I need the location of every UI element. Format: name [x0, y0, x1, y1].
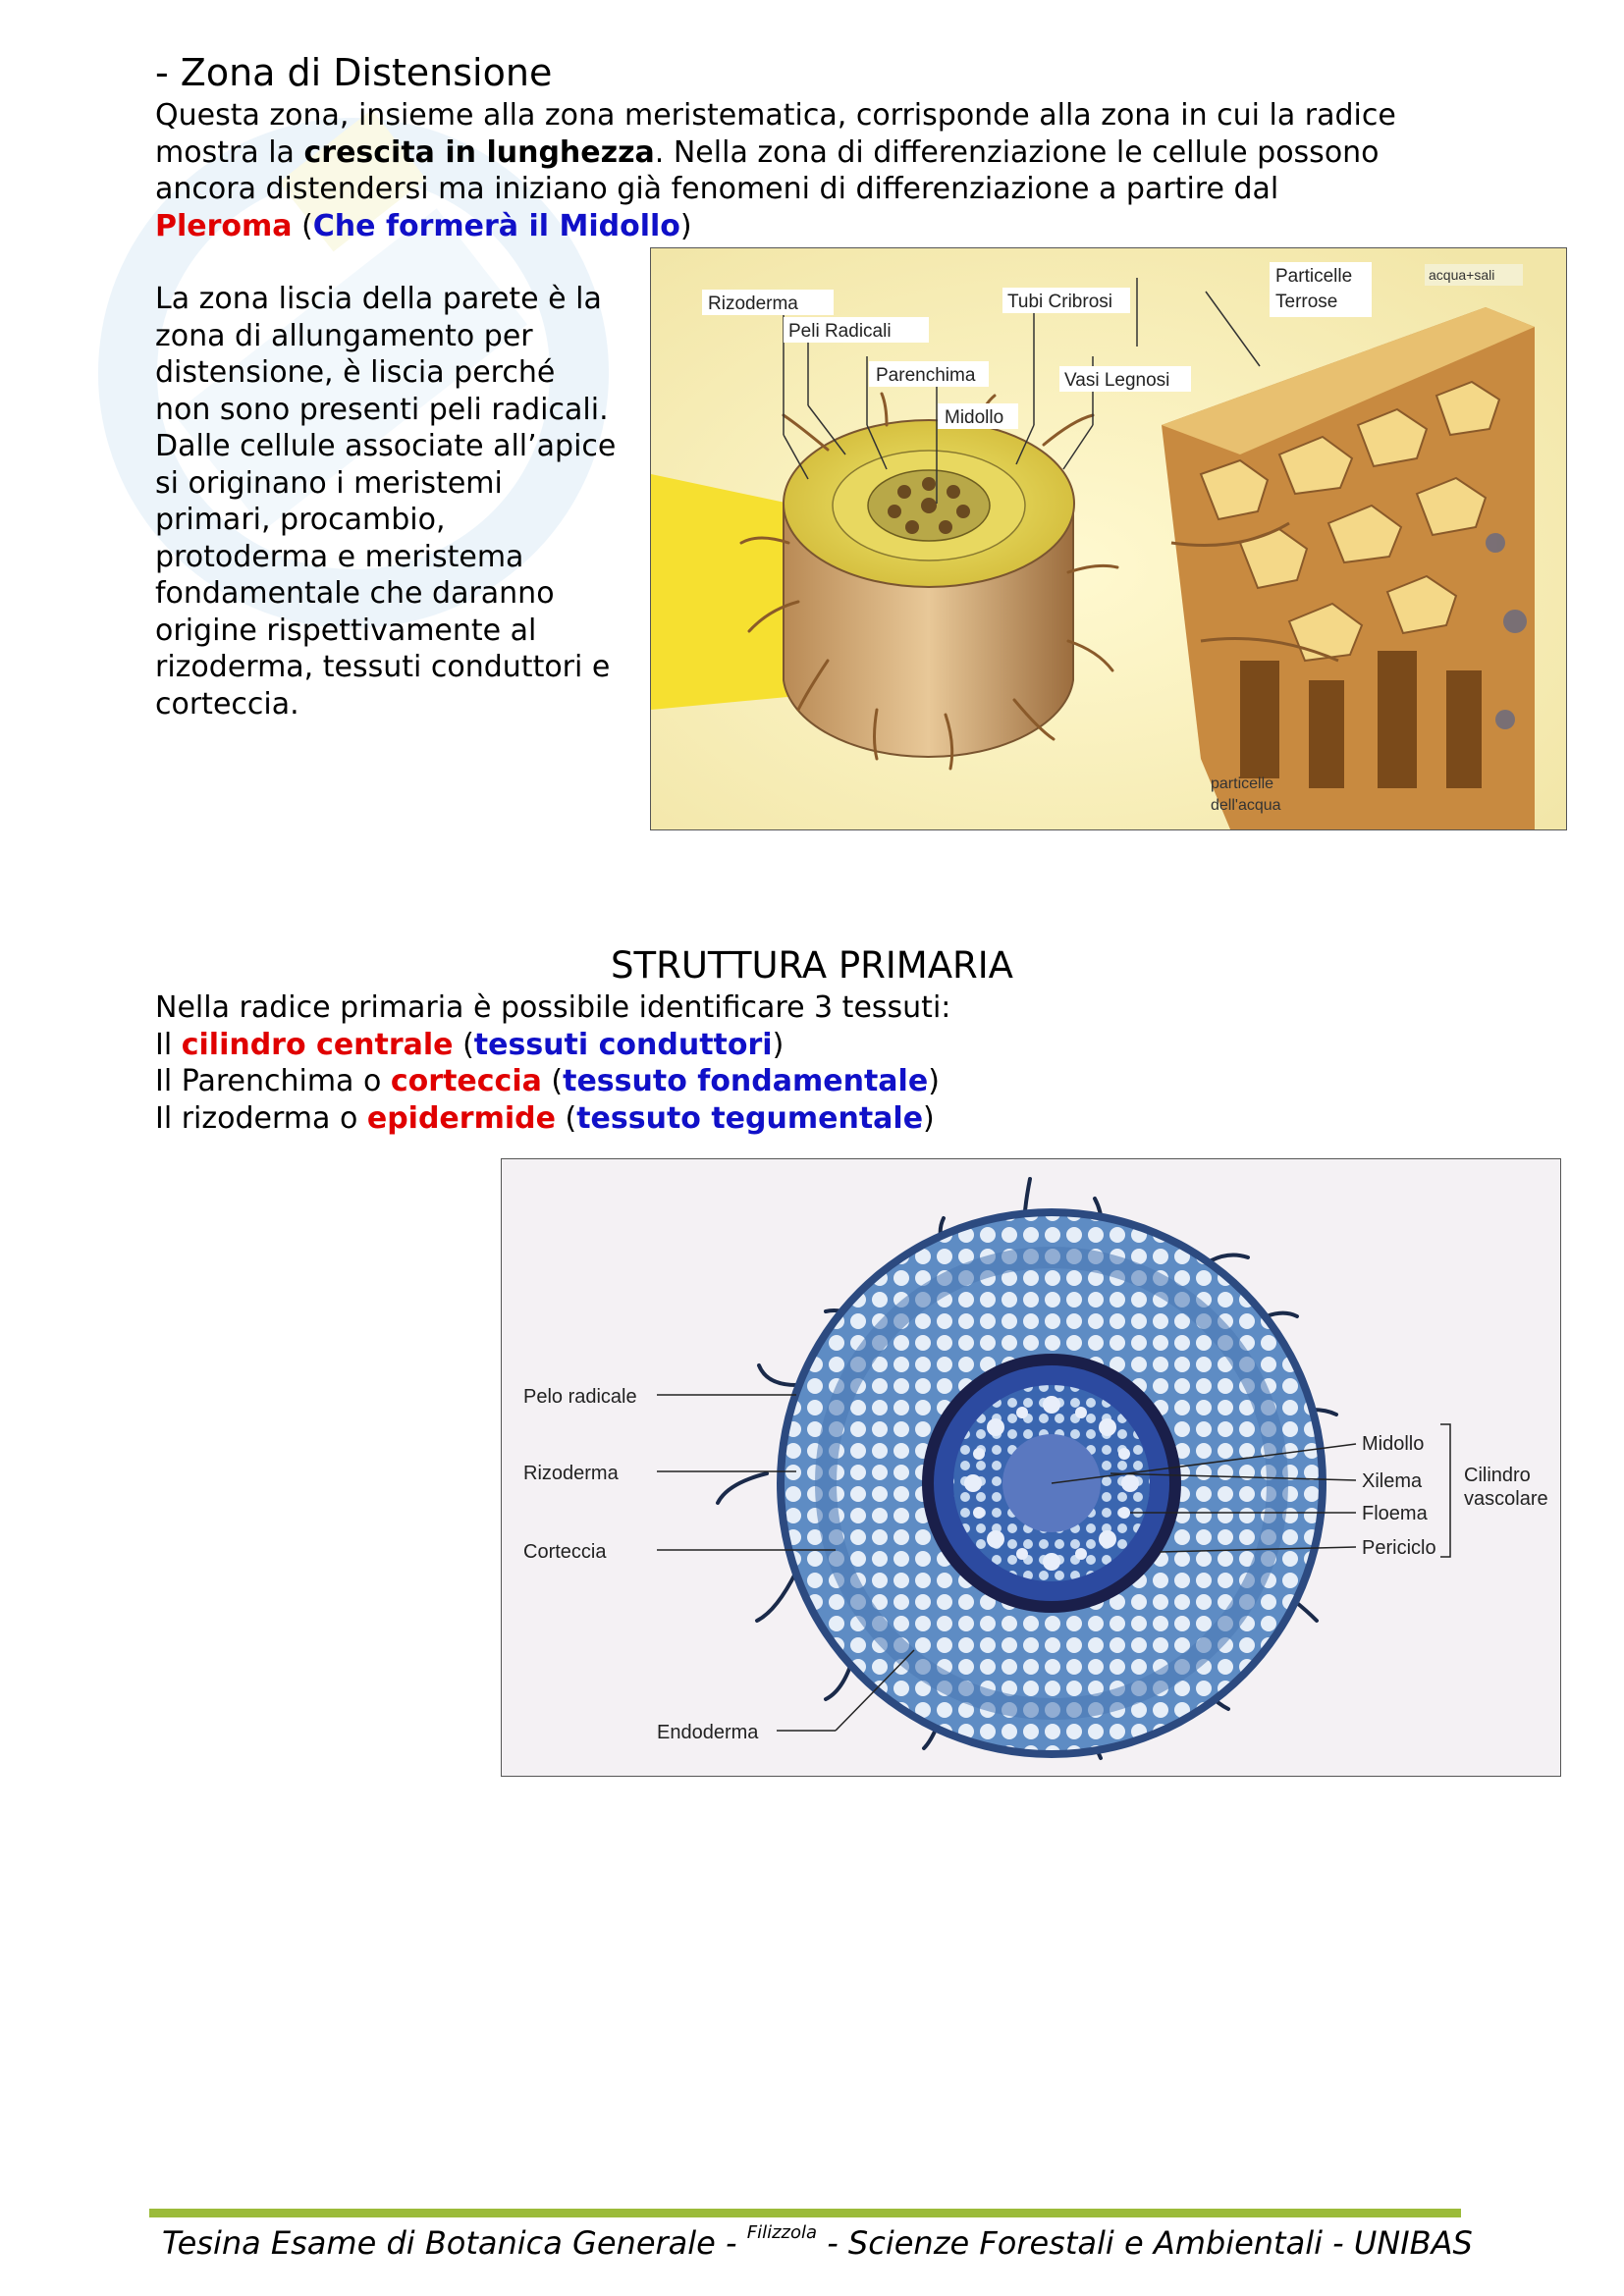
blue-term: tessuto fondamentale [563, 1064, 929, 1098]
root-illustration-figure [650, 247, 1567, 830]
label-endoderma: Endoderma [657, 1722, 759, 1743]
paragraph-line: non sono presenti peli radicali. [155, 392, 609, 427]
section-heading-distensione: - Zona di Distensione [155, 51, 553, 94]
label-floema: Floema [1362, 1503, 1428, 1524]
label-midollo: Midollo [945, 407, 1004, 428]
root-illustration [651, 248, 1566, 829]
page-footer [162, 2222, 1473, 2262]
paragraph-line: primari, procambio, [155, 503, 446, 537]
label-xilema: Xilema [1362, 1470, 1423, 1492]
paragraph-line: protoderma e meristema [155, 539, 524, 574]
paragraph-line: ancora distendersi ma iniziano già fenomeni di differenziazione a partire dal [155, 172, 1279, 206]
paragraph-line: Questa zona, insieme alla zona meristematica, corrisponde alla zona in cui la radice [155, 98, 1396, 133]
label-terrose: Terrose [1275, 292, 1338, 312]
label-rizoderma: Rizoderma [708, 294, 798, 314]
root-cross-section [502, 1159, 1560, 1776]
paragraph-zona-liscia [155, 281, 646, 722]
label-tubi-cribrosi: Tubi Cribrosi [1007, 292, 1112, 312]
paragraph-line: origine rispettivamente al [155, 613, 537, 648]
paragraph-line: zona di allungamento per [155, 318, 533, 353]
paragraph-line: distensione, è liscia perché [155, 355, 556, 390]
paragraph-line: mostra la crescita in lunghezza. Nella zona di differenziazione le cellule possono [155, 134, 1380, 170]
label-particelle: Particelle [1275, 266, 1353, 287]
red-term: Pleroma [155, 208, 293, 243]
footer-course: - Scienze Forestali e Ambientali - UNIBAS [817, 2224, 1473, 2262]
paragraph-crescita [155, 97, 1530, 244]
label-acqua-sali: acqua+sali [1429, 267, 1495, 283]
paragraph-line: La zona liscia della parete è la [155, 282, 602, 316]
label-midollo: Midollo [1362, 1433, 1425, 1455]
label-corteccia: Corteccia [523, 1541, 607, 1563]
bold-term: crescita in lunghezza [303, 134, 655, 170]
blue-term: Che formerà il Midollo [312, 208, 680, 243]
footer-divider [149, 2209, 1461, 2217]
red-term: cilindro centrale [181, 1027, 454, 1062]
paragraph-line: corteccia. [155, 686, 299, 721]
paragraph-line: si originano i meristemi [155, 465, 503, 501]
label-parenchima: Parenchima [876, 365, 976, 386]
tissue-item: Il rizoderma o epidermide (tessuto tegumentale) [155, 1100, 935, 1136]
footer-author: Filizzola [746, 2222, 818, 2243]
paragraph-line: Dalle cellule associate all’apice [155, 429, 617, 463]
paragraph-line: fondamentale che daranno [155, 576, 555, 611]
label-pelo-radicale: Pelo radicale [523, 1386, 637, 1408]
red-term: corteccia [390, 1064, 542, 1098]
label-peli-radicali: Peli Radicali [788, 321, 892, 342]
label-rizoderma: Rizoderma [523, 1463, 619, 1484]
intro-line: Nella radice primaria è possibile identificare 3 tessuti: [155, 990, 951, 1025]
tissue-item: Il cilindro centrale (tessuti conduttori) [155, 1027, 785, 1062]
footer-title: Tesina Esame di Botanica Generale - [162, 2224, 747, 2262]
paragraph-line: Pleroma (Che formerà il Midollo) [155, 208, 692, 243]
paragraph-line: rizoderma, tessuti conduttori e [155, 650, 611, 684]
label-vascolare: vascolare [1464, 1488, 1548, 1510]
tissue-item: Il Parenchima o corteccia (tessuto fondamentale) [155, 1064, 940, 1098]
label-acqua-bottom: dell'acqua [1211, 797, 1281, 814]
label-cilindro: Cilindro [1464, 1465, 1531, 1486]
blue-term: tessuto tegumentale [576, 1100, 924, 1136]
root-cross-section-figure [501, 1158, 1561, 1777]
label-vasi-legnosi: Vasi Legnosi [1064, 370, 1170, 391]
section-heading-struttura-primaria: STRUTTURA PRIMARIA [611, 944, 1013, 987]
label-particelle-bottom: particelle [1211, 775, 1274, 792]
red-term: epidermide [366, 1100, 556, 1136]
blue-term: tessuti conduttori [473, 1027, 773, 1062]
label-periciclo: Periciclo [1362, 1537, 1436, 1559]
paragraph-tessuti [155, 989, 1235, 1137]
